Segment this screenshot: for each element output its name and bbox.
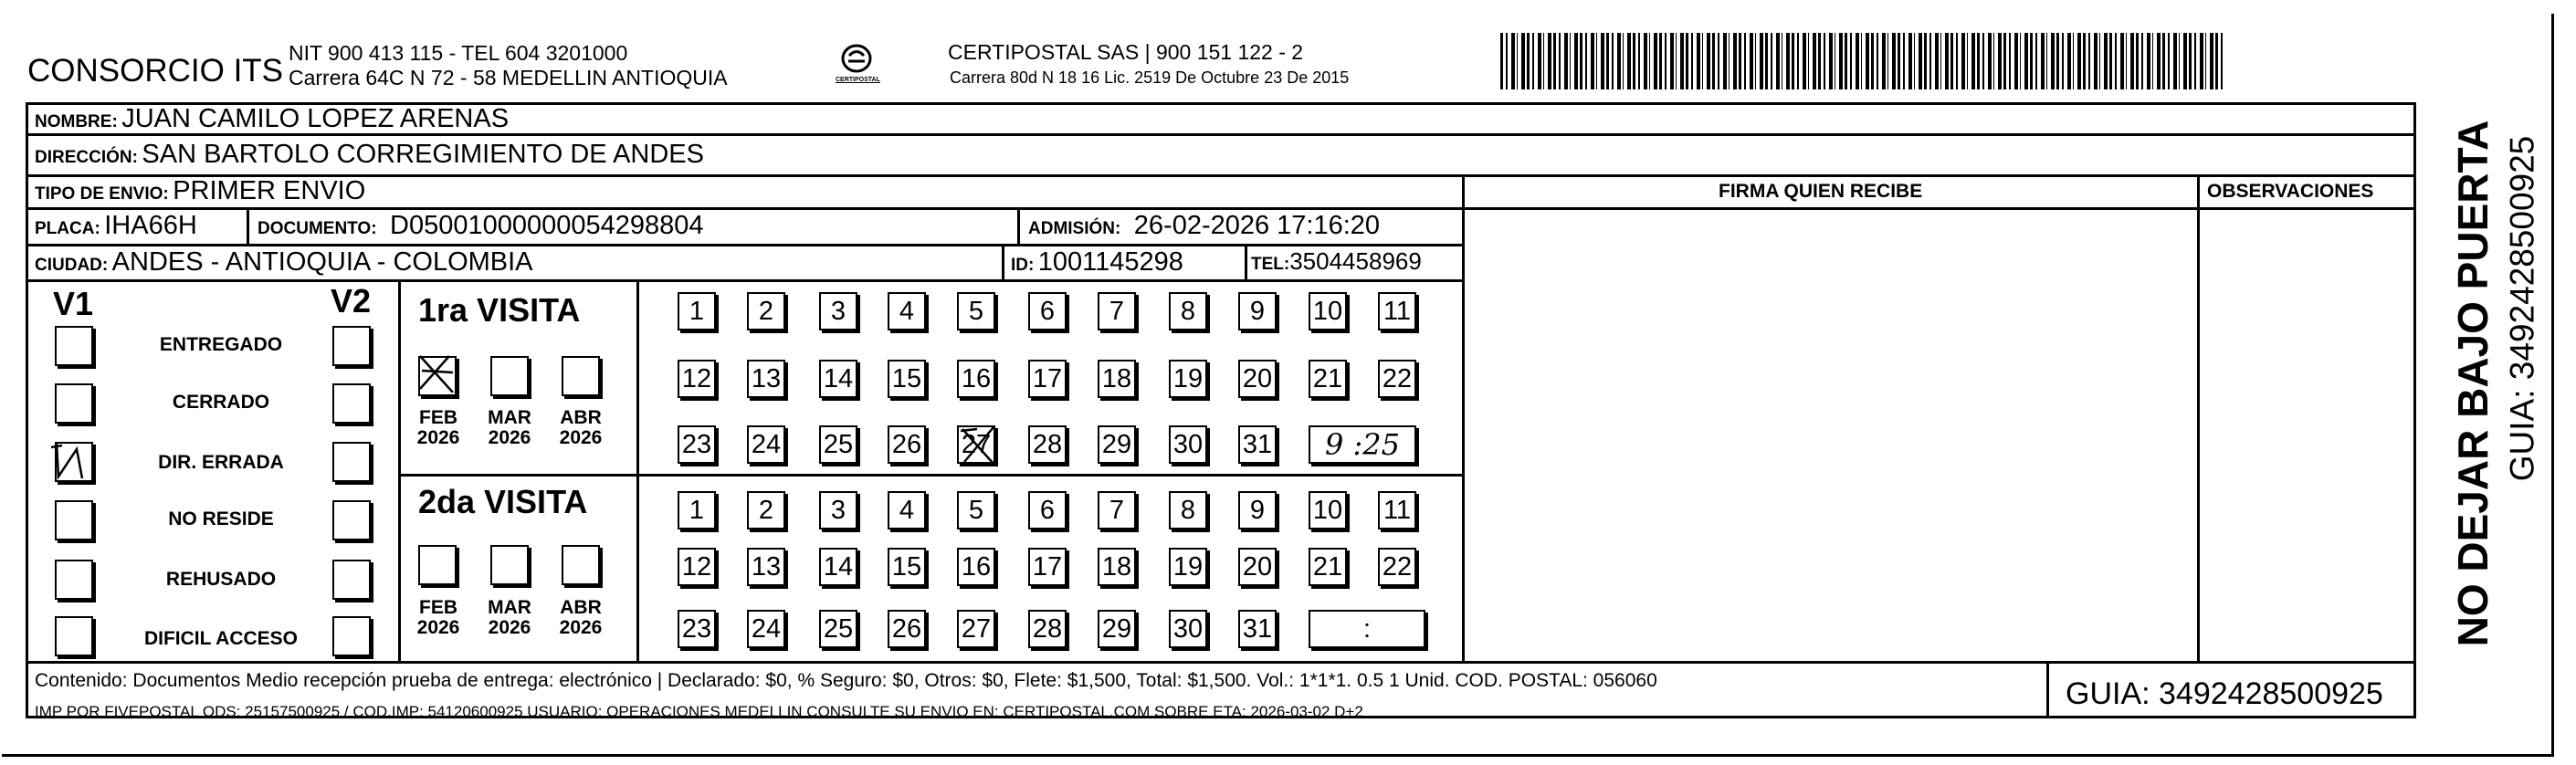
visit1-day[interactable]: 29 bbox=[1098, 425, 1136, 464]
visit1-day[interactable]: 23 bbox=[678, 425, 716, 464]
tel-field bbox=[1251, 249, 1422, 273]
visit1-month-feb-label: FEB bbox=[419, 407, 457, 428]
ciudad-field bbox=[35, 249, 533, 276]
handwritten-x-mark bbox=[959, 425, 997, 466]
status-entregado: ENTREGADO bbox=[159, 334, 283, 355]
side-guia: GUIA: 3492428500925 bbox=[2503, 135, 2541, 482]
visit-sep-line bbox=[398, 474, 1464, 477]
visit1-month-feb-checkbox[interactable] bbox=[418, 356, 457, 396]
visit2-day[interactable]: 7 bbox=[1098, 491, 1136, 529]
visit2-month-feb-label: FEB bbox=[419, 597, 457, 618]
admision-field bbox=[1028, 213, 1380, 239]
status-dificil-acceso: DIFICIL ACCESO bbox=[143, 628, 298, 649]
visit1-day[interactable]: 24 bbox=[747, 425, 785, 464]
admision-value: 26-02-2026 17:16:20 bbox=[1133, 211, 1381, 240]
visit2-day[interactable]: 12 bbox=[678, 548, 716, 586]
visit2-day[interactable]: 27 bbox=[957, 610, 995, 648]
visit1-day[interactable]: 18 bbox=[1098, 360, 1136, 398]
visit2-month-mar-checkbox[interactable] bbox=[490, 545, 529, 585]
visit2-day[interactable]: 11 bbox=[1378, 491, 1416, 529]
firma-header: FIRMA QUIEN RECIBE bbox=[1719, 181, 1923, 202]
visit2-day[interactable]: 30 bbox=[1169, 610, 1207, 648]
visit2-day[interactable]: 5 bbox=[957, 491, 995, 529]
placa-value: IHA66H bbox=[104, 211, 197, 240]
visit2-month-abr-year: 2026 bbox=[559, 617, 603, 639]
row-line-2 bbox=[26, 174, 2416, 177]
visit2-day[interactable]: 18 bbox=[1098, 548, 1136, 586]
row-line-footer bbox=[26, 661, 2416, 664]
footer-contents-line: Contenido: Documentos Medio recepción prueba de entrega: electrónico | Declarado: $0, % Seguro: $0, Otros: $0, Flete: $1,500, Total: $1,500. Vol.: 1*1*1. 0.5 1 Unid. COD. POSTAL: 056060 bbox=[35, 670, 1657, 691]
side-no-dejar-bajo-puerta: NO DEJAR BAJO PUERTA bbox=[2449, 120, 2497, 647]
v1-checkbox-rehusado[interactable] bbox=[55, 560, 93, 600]
visit1-day[interactable]: 17 bbox=[1028, 360, 1067, 398]
visit2-month-feb-checkbox[interactable] bbox=[418, 545, 457, 585]
visit2-month-feb-year: 2026 bbox=[416, 617, 460, 639]
certipostal-nit-line: CERTIPOSTAL SAS | 900 151 122 - 2 bbox=[948, 40, 1304, 64]
visit2-month-feb bbox=[411, 598, 466, 638]
nombre-label: NOMBRE: bbox=[35, 112, 118, 131]
visit2-time-value: : bbox=[1362, 613, 1372, 644]
visit2-day[interactable]: 6 bbox=[1028, 491, 1067, 529]
visit2-day[interactable]: 3 bbox=[819, 491, 857, 529]
visit2-month-abr-label: ABR bbox=[560, 597, 602, 618]
placa-label: PLACA: bbox=[35, 219, 100, 238]
visit1-day[interactable]: 14 bbox=[819, 360, 857, 398]
visit1-month-feb bbox=[411, 408, 466, 448]
visit1-month-mar-label: MAR bbox=[488, 407, 531, 428]
row-line-4 bbox=[26, 244, 1464, 246]
v2-checkbox-entregado[interactable] bbox=[332, 326, 371, 366]
visit2-day[interactable]: 17 bbox=[1028, 548, 1067, 586]
visit1-day-marked-number: 27 bbox=[961, 429, 992, 459]
visit1-day[interactable]: 12 bbox=[678, 360, 716, 398]
visit1-day[interactable]: 28 bbox=[1028, 425, 1067, 464]
visit1-day[interactable]: 30 bbox=[1169, 425, 1207, 464]
visit1-day[interactable]: 5 bbox=[957, 292, 995, 330]
company-name: CONSORCIO ITS bbox=[27, 53, 284, 89]
certipostal-logo bbox=[836, 42, 878, 95]
status-rehusado: REHUSADO bbox=[165, 569, 277, 590]
visit1-day[interactable]: 31 bbox=[1238, 425, 1277, 464]
visit2-day[interactable]: 26 bbox=[888, 610, 926, 648]
certipostal-logo-icon bbox=[836, 42, 878, 95]
visit1-day[interactable]: 26 bbox=[888, 425, 926, 464]
visit2-day[interactable]: 31 bbox=[1238, 610, 1277, 648]
col-sep-placa bbox=[247, 207, 249, 246]
row-line-3 bbox=[26, 207, 2416, 210]
v2-checkbox-no-reside[interactable] bbox=[332, 500, 371, 540]
status-dir-errada: DIR. ERRADA bbox=[158, 452, 284, 473]
direccion-row bbox=[35, 141, 704, 168]
visit1-title: 1ra VISITA bbox=[418, 291, 581, 329]
ciudad-value: ANDES - ANTIOQUIA - COLOMBIA bbox=[111, 247, 533, 277]
visit1-day[interactable]: 16 bbox=[957, 360, 995, 398]
ciudad-label: CIUDAD: bbox=[35, 256, 109, 275]
v2-checkbox-rehusado[interactable] bbox=[332, 560, 371, 600]
v1-checkbox-cerrado[interactable] bbox=[55, 383, 93, 424]
label-bottom-border bbox=[2, 754, 2553, 757]
v1-checkbox-dificil-acceso[interactable] bbox=[55, 616, 93, 656]
visit2-month-mar-label: MAR bbox=[488, 597, 531, 618]
status-panel-sep bbox=[398, 279, 401, 661]
months-sep bbox=[636, 279, 639, 661]
documento-label: DOCUMENTO: bbox=[258, 219, 377, 238]
visit1-day[interactable]: 2 bbox=[747, 292, 785, 330]
handwritten-x-mark bbox=[416, 352, 455, 393]
visit2-day[interactable]: 1 bbox=[678, 491, 716, 529]
tipo-envio-value: PRIMER ENVIO bbox=[173, 176, 366, 205]
visit2-day[interactable]: 13 bbox=[747, 548, 785, 586]
visit1-time-value: 9 :25 bbox=[1324, 427, 1401, 462]
label-right-border bbox=[2551, 14, 2554, 757]
visit1-day[interactable]: 9 bbox=[1238, 292, 1277, 330]
visit2-day[interactable]: 25 bbox=[819, 610, 857, 648]
status-no-reside: NO RESIDE bbox=[168, 508, 274, 529]
footer-imp-line: IMP POR FIVEPOSTAL ODS: 25157500925 / COD.IMP: 54120600925 USUARIO: OPERACIONES MEDELLIN CONSULTE SU ENVIO EN: CERTIPOSTAL.COM SOBRE ETA: 2026-03-02 D+2 bbox=[35, 703, 1363, 720]
tel-label: TEL: bbox=[1251, 255, 1290, 274]
visit1-month-abr bbox=[553, 408, 608, 448]
visit2-day[interactable]: 2 bbox=[747, 491, 785, 529]
documento-value: D05001000000054298804 bbox=[390, 211, 704, 240]
footer-guia: GUIA: 3492428500925 bbox=[2066, 676, 2383, 711]
company-nit-line: NIT 900 413 115 - TEL 604 3201000 bbox=[289, 41, 628, 65]
visit1-month-abr-label: ABR bbox=[560, 407, 602, 428]
tel-value: 3504458969 bbox=[1289, 247, 1422, 275]
visit2-title: 2da VISITA bbox=[418, 483, 588, 520]
v1-checkbox-no-reside[interactable] bbox=[55, 500, 93, 540]
v1-header: V1 bbox=[53, 285, 94, 322]
visit1-day[interactable]: 25 bbox=[819, 425, 857, 464]
visit2-day[interactable]: 24 bbox=[747, 610, 785, 648]
visit1-day[interactable]: 6 bbox=[1028, 292, 1067, 330]
visit2-month-mar bbox=[482, 598, 537, 638]
v2-checkbox-dificil-acceso[interactable] bbox=[332, 616, 371, 656]
visit1-day[interactable]: 8 bbox=[1169, 292, 1207, 330]
visit1-month-abr-year: 2026 bbox=[559, 427, 603, 449]
observaciones-header: OBSERVACIONES bbox=[2207, 181, 2374, 202]
col-sep-firma bbox=[1462, 174, 1465, 663]
tipo-envio-row bbox=[35, 178, 365, 204]
placa-field bbox=[35, 213, 197, 239]
direccion-label: DIRECCIÓN: bbox=[35, 148, 138, 167]
visit2-month-abr bbox=[553, 598, 608, 638]
visit1-day[interactable]: 3 bbox=[819, 292, 857, 330]
visit2-day[interactable]: 14 bbox=[819, 548, 857, 586]
visit2-month-abr-checkbox[interactable] bbox=[562, 545, 600, 585]
visit2-day[interactable]: 19 bbox=[1169, 548, 1207, 586]
main-frame bbox=[26, 102, 2416, 718]
visit1-day[interactable]: 11 bbox=[1378, 292, 1416, 330]
col-sep-admision bbox=[1017, 207, 1020, 246]
visit2-day[interactable]: 21 bbox=[1309, 548, 1347, 586]
visit1-day[interactable]: 7 bbox=[1098, 292, 1136, 330]
visit1-day[interactable]: 1 bbox=[678, 292, 716, 330]
visit1-month-abr-checkbox[interactable] bbox=[562, 356, 600, 396]
visit2-day[interactable]: 8 bbox=[1169, 491, 1207, 529]
visit1-day[interactable]: 13 bbox=[747, 360, 785, 398]
visit2-day[interactable]: 10 bbox=[1309, 491, 1347, 529]
visit2-day[interactable]: 29 bbox=[1098, 610, 1136, 648]
col-sep-id bbox=[1002, 244, 1004, 282]
visit2-day[interactable]: 15 bbox=[888, 548, 926, 586]
visit1-time-box[interactable] bbox=[1309, 425, 1416, 464]
row-line-1 bbox=[26, 133, 2416, 136]
visit2-day[interactable]: 28 bbox=[1028, 610, 1067, 648]
visit2-day[interactable]: 9 bbox=[1238, 491, 1277, 529]
v1-checkbox-dir-errada[interactable] bbox=[55, 442, 93, 482]
id-field bbox=[1011, 249, 1183, 276]
visit2-day[interactable]: 22 bbox=[1378, 548, 1416, 586]
status-cerrado: CERRADO bbox=[172, 392, 270, 413]
footer-guia-sep bbox=[2046, 661, 2049, 718]
visit2-day[interactable]: 20 bbox=[1238, 548, 1277, 586]
v2-header: V2 bbox=[331, 282, 372, 320]
nombre-value: JUAN CAMILO LOPEZ ARENAS bbox=[121, 104, 510, 133]
visit1-day[interactable]: 22 bbox=[1378, 360, 1416, 398]
col-sep-tel bbox=[1245, 244, 1247, 282]
visit1-day[interactable]: 4 bbox=[888, 292, 926, 330]
row-line-5 bbox=[26, 279, 1464, 282]
visit2-day[interactable]: 4 bbox=[888, 491, 926, 529]
col-sep-observaciones bbox=[2197, 174, 2200, 663]
visit1-month-mar bbox=[482, 408, 537, 448]
v1-checkbox-entregado[interactable] bbox=[55, 326, 93, 366]
v2-checkbox-cerrado[interactable] bbox=[332, 383, 371, 424]
visit1-month-feb-year: 2026 bbox=[416, 427, 460, 449]
company-address-line: Carrera 64C N 72 - 58 MEDELLIN ANTIOQUIA bbox=[289, 66, 728, 89]
visit1-day[interactable]: 21 bbox=[1309, 360, 1347, 398]
id-label: ID: bbox=[1011, 256, 1035, 275]
visit1-day[interactable]: 10 bbox=[1309, 292, 1347, 330]
v2-checkbox-dir-errada[interactable] bbox=[332, 442, 371, 482]
visit2-day[interactable]: 16 bbox=[957, 548, 995, 586]
handwritten-check-mark bbox=[49, 440, 88, 480]
id-value: 1001145298 bbox=[1037, 247, 1183, 277]
nombre-row bbox=[35, 106, 509, 132]
visit1-day-marked[interactable] bbox=[957, 425, 995, 464]
visit2-time-box[interactable] bbox=[1309, 610, 1425, 648]
tipo-envio-label: TIPO DE ENVIO: bbox=[35, 184, 169, 204]
documento-field bbox=[258, 213, 704, 239]
barcode bbox=[1500, 33, 2223, 89]
visit2-day[interactable]: 23 bbox=[678, 610, 716, 648]
certipostal-logo-text: CERTIPOSTAL bbox=[836, 77, 880, 83]
visit1-month-mar-year: 2026 bbox=[488, 427, 531, 449]
visit1-day[interactable]: 20 bbox=[1238, 360, 1277, 398]
direccion-value: SAN BARTOLO CORREGIMIENTO DE ANDES bbox=[142, 140, 704, 169]
visit1-month-mar-checkbox[interactable] bbox=[490, 356, 529, 396]
visit2-month-mar-year: 2026 bbox=[488, 617, 531, 639]
admision-label: ADMISIÓN: bbox=[1028, 219, 1121, 238]
visit1-day[interactable]: 15 bbox=[888, 360, 926, 398]
certipostal-license-line: Carrera 80d N 18 16 Lic. 2519 De Octubre 23 De 2015 bbox=[950, 68, 1350, 87]
visit1-day[interactable]: 19 bbox=[1169, 360, 1207, 398]
